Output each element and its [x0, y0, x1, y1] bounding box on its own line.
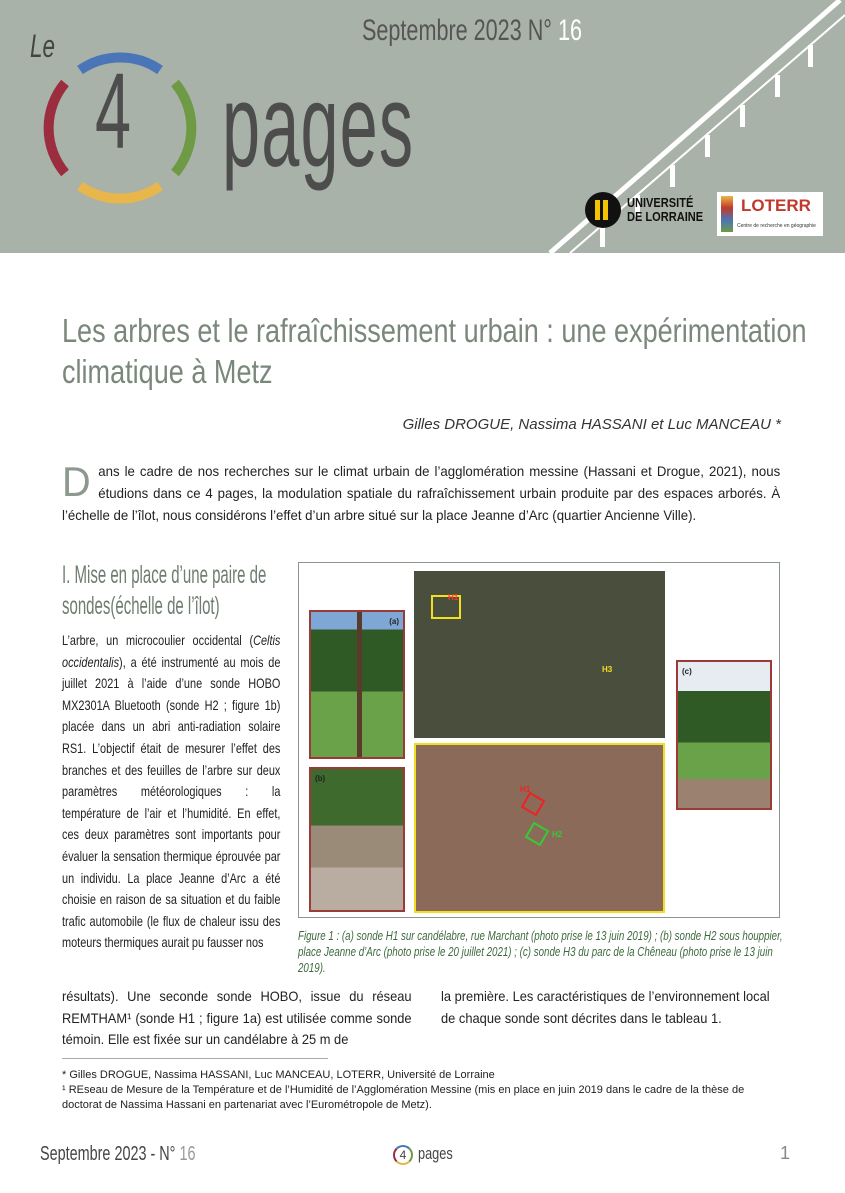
- issue-date: [362, 14, 582, 48]
- footer-logo-four: 4: [393, 1145, 413, 1165]
- body-text-bottom-right: la première. Les caractéristiques de l’environnement local de chaque sonde sont décrites dans le tableau 1.: [441, 988, 770, 1026]
- marker-h2-detail: H2: [552, 830, 563, 839]
- logo-le: Le: [30, 28, 55, 64]
- marker-h1-detail: H1: [520, 785, 531, 794]
- body-text: ), a été instrumenté au mois de juillet 2021 à l’aide d’une sonde HOBO MX2301A Bluetooth (sonde H2 ; figure 1b) placée dans un abri anti-radiation solaire RS1. L’objectif était de mesurer l’effet des branches et des feuilles de l’arbre sur deux paramètres météorologiques : la température de l’air et l’humidité. En effet, ces deux paramètres sont importants pour évaluer la sensation thermique éprouvée par un individu. La place Jeanne d’Arc a été choisie en raison de sa situation et du faible trafic automobile (le flux de chaleur issu des moteurs thermiques aurait pu fausser nos: [62, 653, 281, 951]
- body-text-bottom-left: résultats). Une seconde sonde HOBO, issue du réseau REMTHAM¹ (sonde H1 ; figure 1a) est utilisée comme sonde témoin. Elle est fixée sur un candélabre à 25 m de: [62, 988, 412, 1048]
- photo-b: [309, 767, 405, 912]
- footnotes: [62, 1068, 782, 1113]
- footer-logo-pages: pages: [417, 1144, 453, 1163]
- intro-paragraph: [62, 460, 780, 526]
- page-number: 1: [780, 1143, 791, 1163]
- intro-text: ans le cadre de nos recherches sur le climat urbain de l’agglomération messine (Hassani et Drogue, 2021), nous étudions dans ce 4 pages, la modulation spatiale du rafraîchissement urbain produite par des espaces arborés. À l’échelle de l’îlot, nous considérons l’effet d’un arbre situé sur la place Jeanne d’Arc (quartier Ancienne Ville).: [62, 463, 781, 523]
- footer-issue-number: 16: [179, 1143, 196, 1165]
- article-title: Les arbres et le rafraîchissement urbain : une expérimentation climatique à Metz: [62, 312, 807, 390]
- loterr-name: LOTERR: [741, 196, 811, 215]
- loterr-subtitle: Centre de recherche en géographie: [737, 223, 816, 229]
- species-name: Celtis occidentalis: [62, 632, 281, 670]
- photo-c: [676, 660, 772, 810]
- universite-lorraine-name: UNIVERSITÉ DE LORRAINE: [627, 195, 704, 224]
- universite-lorraine-logo-icon: [585, 192, 621, 228]
- logo-pages: pages: [222, 60, 415, 192]
- photo-a: [309, 610, 405, 759]
- masthead: [0, 0, 845, 253]
- body-column: [62, 630, 280, 954]
- h1-box: [521, 792, 546, 817]
- marker-h3: H3: [602, 665, 613, 674]
- loterr-logo: [717, 192, 823, 236]
- footer-logo: [393, 1144, 464, 1165]
- footnote-authors: * Gilles DROGUE, Nassima HASSANI, Luc MANCEAU, LOTERR, Université de Lorraine: [62, 1069, 495, 1081]
- body-text: L’arbre, un microcoulier occidental (: [62, 632, 254, 648]
- drop-cap: D: [62, 458, 91, 505]
- footer-issue: [40, 1143, 195, 1166]
- h2-box: [525, 822, 550, 847]
- footer-issue-text: Septembre 2023 - N°: [40, 1143, 176, 1165]
- figure-1: [298, 562, 780, 918]
- label-c: (c): [682, 667, 692, 676]
- section-heading: I. Mise en place d’une paire de sondes(échelle de l’îlot): [62, 561, 267, 620]
- issue-date-text: Septembre 2023 N°: [362, 14, 552, 47]
- label-a: (a): [389, 617, 399, 626]
- aerial-map-overview: [414, 571, 665, 738]
- footnote-divider: [62, 1058, 328, 1059]
- article-authors: Gilles DROGUE, Nassima HASSANI et Luc MANCEAU *: [402, 416, 781, 433]
- aerial-map-detail: [414, 743, 665, 913]
- label-b: (b): [315, 774, 326, 783]
- issue-number: 16: [557, 14, 582, 47]
- footnote-remtham: ¹ REseau de Mesure de la Température et de l’Humidité de l’Agglomération Messine (mis en place en juin 2019 dans le cadre de la thèse de doctorat de Nassima Hassani en partenariat avec l’Eurométropole de Metz).: [62, 1084, 745, 1111]
- figure-caption: Figure 1 : (a) sonde H1 sur candélabre, rue Marchant (photo prise le 13 juin 2019) ; (b) sonde H2 sous houppier, place Jeanne d’Arc (photo prise le 20 juillet 2021) ; (c) sonde H3 du parc de la Chêneau (photo prise le 13 juin 2019).: [298, 929, 783, 975]
- logo-four: 4: [95, 50, 132, 171]
- marker-h1: H1: [448, 593, 459, 602]
